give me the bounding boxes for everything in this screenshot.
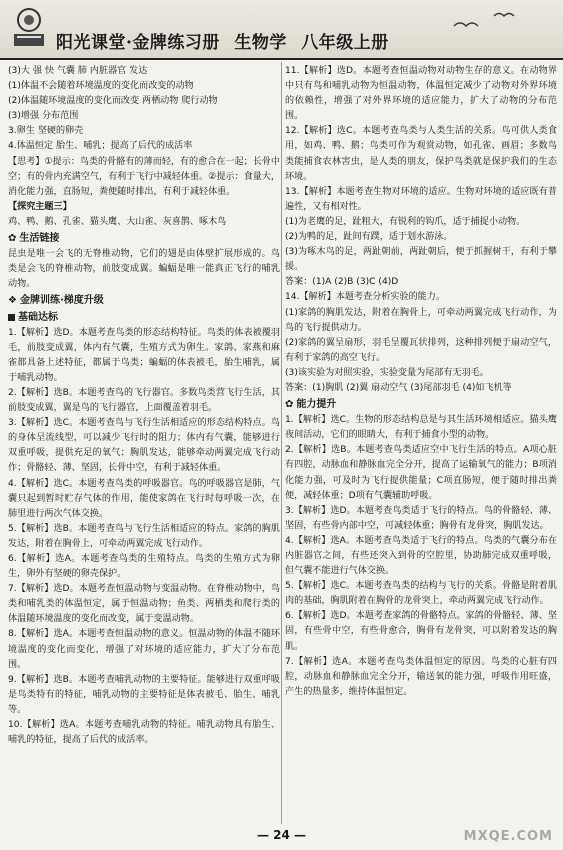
explanation-item: (3)为啄木鸟的足，两趾朝前，两趾朝后，便于抓握树干，有利于攀援。: [285, 247, 557, 273]
explanation-item: 5.【解析】选C。本题考查鸟类的结构与飞行的关系。骨骼是附着肌肉的基础，胸肌附着在胸骨的龙骨突上，牵动两翼完成飞行动作。: [285, 581, 557, 607]
training-heading: ❖ 金牌训练·梯度升级: [8, 293, 280, 308]
explanation-item: (2)家鸽的翼呈扇形，羽毛呈覆瓦状排列，这种排列便于扇动空气，有利于家鸽的高空飞行。: [285, 337, 557, 363]
answer-line: 3.卵生 坚硬的卵壳: [8, 126, 84, 137]
explanation-item: 5.【解析】选B。本题考查鸟与飞行生活相适应的特点。家鸽的胸肌发达，附着在胸骨上，可牵动两翼完成飞行动作。: [8, 523, 280, 549]
page-header: [0, 0, 563, 60]
book-logo-icon: [10, 6, 48, 50]
answer-line: (2)体温随环境温度的变化而改变 两栖动物 爬行动物: [8, 96, 218, 107]
answer-line: 4.体温恒定 胎生、哺乳；提高了后代的成活率: [8, 141, 193, 152]
series-title: 阳光课堂·金牌练习册: [56, 33, 220, 53]
basic-heading: 基础达标: [8, 310, 280, 325]
answer-line: (1)体温不会随着环境温度的变化而改变的动物: [8, 81, 194, 92]
answer-line: (3)大 强 快 气囊 肺 内脏器官 发达: [8, 66, 148, 76]
explanation-item: 8.【解析】选A。本题考查恒温动物的意义。恒温动物的体温不随环境温度的变化而变化，增强了对环境的适应能力，扩大了分布范围。: [8, 629, 280, 670]
explanation-item: 2.【解析】选B。本题考查鸟的飞行器官。多数鸟类营飞行生活，其前肢变成翼，翼是鸟的飞行器官，上面覆盖着羽毛。: [8, 387, 280, 414]
explanation-item: 3.【解析】选C。本题考查鸟与飞行生活相适应的形态结构特点。鸟的身体呈流线型，可以减少飞行时的阻力；体内有气囊，能够进行双重呼吸，提供充足的氧气；胸肌发达，能够牵动两翼完成飞行动作；骨骼轻、薄、坚固，长骨中空，有利于减轻体重。: [8, 418, 280, 474]
explanation-item: 答案：(1)胸肌 (2)翼 扇动空气 (3)尾部羽毛 (4)如飞机等: [285, 382, 512, 393]
explanation-item: (1)家鸽的胸肌发达，附着在胸骨上，可牵动两翼完成飞行动作，为鸟的飞行提供动力。: [285, 307, 557, 333]
explanation-item: 6.【解析】选D。本题考查家鸽的骨骼特点。家鸽的骨骼轻、薄、坚固，有些骨中空，有些骨愈合，胸骨有龙骨突，可以附着发达的胸肌。: [285, 611, 557, 652]
explanation-item: 1.【解析】选D。本题考查鸟类的形态结构特征。鸟类的体表被覆羽毛，前肢变成翼，体内有气囊，生殖方式为卵生。家鸽、家燕和麻雀都具备上述特征，都属于鸟类；蝙蝠的体表被毛，胎生哺乳，属于哺乳动物。: [8, 327, 280, 383]
explanation-item: 3.【解析】选D。本题考查鸟类适于飞行的特点。鸟的骨骼轻、薄、坚固，有些骨内部中空，可减轻体重；胸骨有龙骨突，胸肌发达。: [285, 505, 557, 531]
life-link-text: 昆虫是唯一会飞的无脊椎动物，它们的翅是由体壁扩展形成的。鸟类是会飞的脊椎动物，前肢变成翼。蝙蝠是唯一能真正飞行的哺乳动物。: [8, 249, 280, 290]
subject-title: 生物学: [234, 33, 287, 53]
life-link-heading: ✿ 生活链接: [8, 231, 280, 246]
left-column: [8, 64, 280, 748]
explanation-item: 6.【解析】选A。本题考查鸟类的生殖特点。鸟类的生殖方式为卵生，卵外有坚硬的卵壳保护。: [8, 554, 280, 580]
explanation-item: (1)为老鹰的足，趾粗大，有锐利的钩爪，适于捕捉小动物。: [285, 216, 526, 227]
explanation-item: 14.【解析】本题考查分析实验的能力。: [285, 292, 445, 303]
watermark: MXQE.COM: [463, 829, 553, 844]
gear-icon: ❖: [8, 295, 17, 307]
star-icon: ✿: [285, 399, 294, 411]
think-block: 【思考】①提示：鸟类的骨骼有的薄而轻，有的愈合在一起；长骨中空；有的骨内充满空气，有利于飞行中减轻体重。②提示：食量大，消化能力强，直肠短，粪便随时排出，有利于减轻体重。: [8, 156, 280, 197]
square-icon: [8, 314, 15, 321]
explanation-item: 13.【解析】本题考查生物对环境的适应。生物对环境的适应既有普遍性，又有相对性。: [285, 186, 557, 212]
explanation-item: 10.【解析】选A。本题考查哺乳动物的特征。哺乳动物具有胎生、哺乳的特征，提高了后代的成活率。: [8, 720, 280, 746]
ability-heading: ✿ 能力提升: [285, 397, 557, 412]
explanation-item: 4.【解析】选A。本题考查鸟类适于飞行的特点。鸟类的气囊分布在内脏器官之间，有些还突入到骨的空腔里，协助肺完成双重呼吸，但气囊不能进行气体交换。: [285, 535, 557, 577]
explanation-item: 4.【解析】选C。本题考查鸟类的呼吸器官。鸟的呼吸器官是肺，气囊只起到暂时贮存气体的作用，能使家鸽在飞行时每呼吸一次，在肺里进行两次气体交换。: [8, 478, 280, 519]
page-number: — 24 —: [256, 828, 307, 842]
column-divider: [281, 62, 282, 824]
right-column: [285, 64, 557, 700]
explanation-item: 7.【解析】选A。本题考查鸟类体温恒定的原因。鸟类的心脏有四腔，动脉血和静脉血完全分开，输送氧的能力强，呼吸作用旺盛，产生的热量多，维持体温恒定。: [285, 656, 557, 697]
grade-title: 八年级上册: [301, 33, 389, 53]
explanation-item: 7.【解析】选D。本题考查恒温动物与变温动物。在脊椎动物中，鸟类和哺乳类的体温恒定，属于恒温动物；鱼类、两栖类和爬行类的体温随环境温度的变化而改变，属于变温动物。: [8, 584, 280, 625]
star-icon: ✿: [8, 233, 17, 245]
explanation-item: 11.【解析】选D。本题考查恒温动物对动物生存的意义。在动物界中只有鸟和哺乳动物为恒温动物，体温恒定减少了动物对外界环境的依赖性，增强了对外界环境的适应能力，扩大了动物的分布范围。: [285, 66, 557, 122]
explanation-item: (3)该实验为对照实验，实验变量为尾部有无羽毛。: [285, 367, 489, 378]
answer-line: (3)增强 分布范围: [8, 111, 79, 122]
answer-line: 鸡、鸭、鹅、孔雀、猫头鹰、大山雀、灰喜鹊、啄木鸟: [8, 216, 227, 227]
explanation-item: 答案：(1)A (2)B (3)C (4)D: [285, 277, 399, 288]
page-title: [56, 28, 397, 53]
explanation-item: 9.【解析】选B。本题考查哺乳动物的主要特征。能够进行双重呼吸是鸟类特有的特征，哺乳动物的主要特征是体表被毛、胎生、哺乳等。: [8, 674, 280, 715]
explanation-item: (2)为鸭的足，趾间有蹼，适于划水游泳。: [285, 232, 453, 243]
birds-decoration-icon: [449, 8, 529, 38]
section-heading: 【探究主题三】: [8, 201, 72, 212]
explanation-item: 1.【解析】选C。生物的形态结构总是与其生活环境相适应。猫头鹰夜间活动，它们的眼睛大，有利于捕食小型的动物。: [285, 415, 557, 441]
explanation-item: 2.【解析】选B。本题考查鸟类适应空中飞行生活的特点。A项心脏有四腔，动脉血和静脉血完全分开，提高了运输氧气的能力；B项消化能力强，可及时为飞行提供能量；C项直肠短，便于随时排出粪便，减轻体重；D项有气囊辅助呼吸。: [285, 445, 557, 501]
explanation-item: 12.【解析】选C。本题考查鸟类与人类生活的关系。鸟可供人类食用，如鸡、鸭、鹅；鸟类可作为观赏动物，如孔雀、画眉；多数鸟类能捕食农林害虫，是人类的朋友，保护鸟类就是保护我们的生态环境。: [285, 126, 557, 182]
